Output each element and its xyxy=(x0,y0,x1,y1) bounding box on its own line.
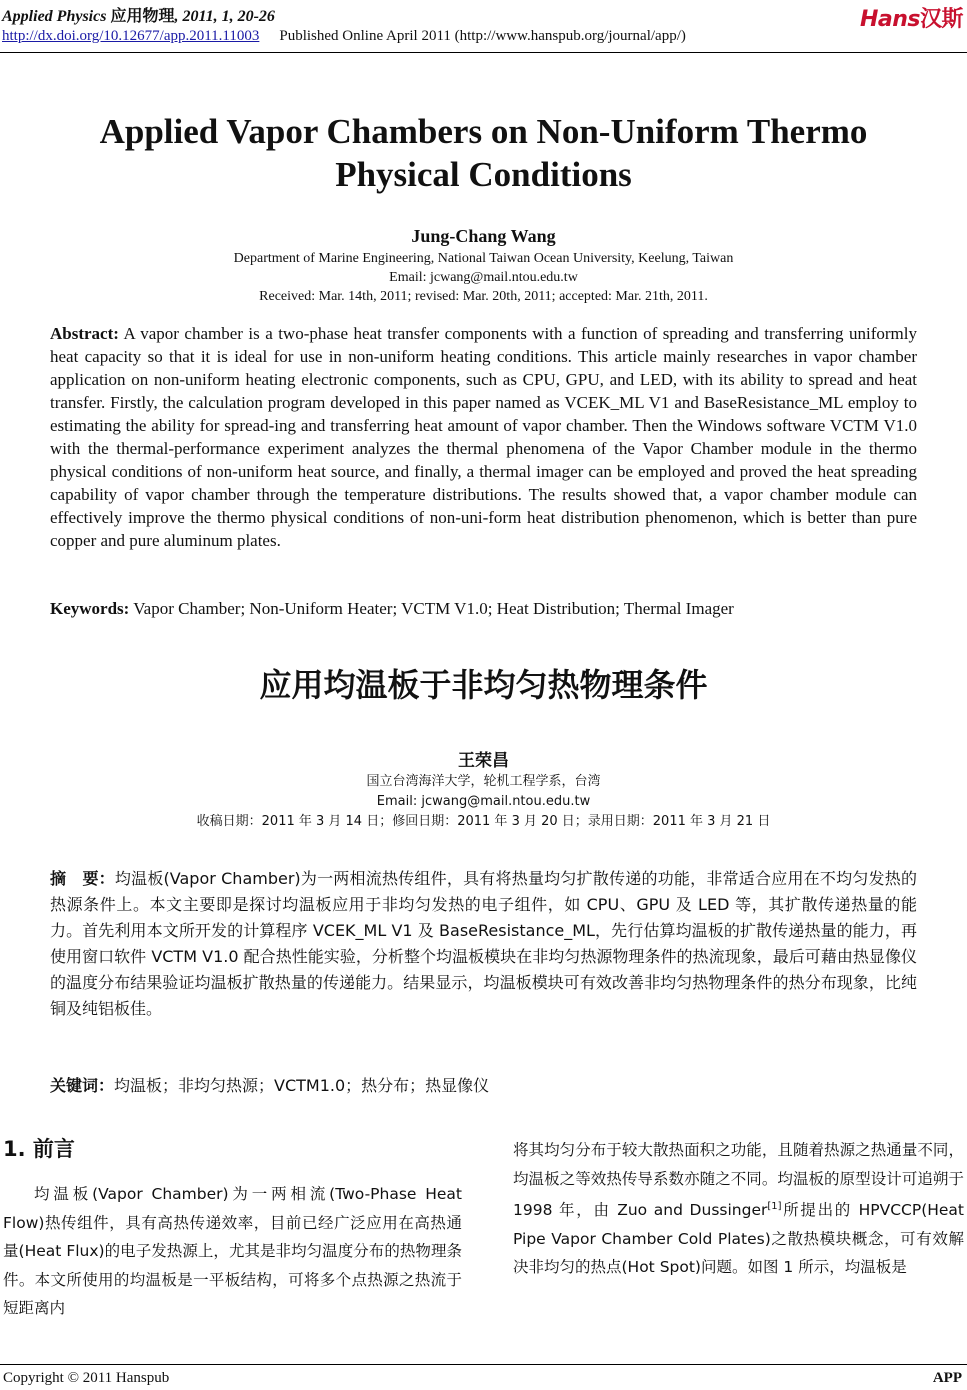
abstract-label: Abstract: xyxy=(50,324,119,343)
abstract-label-cn: 摘 要： xyxy=(50,869,115,888)
doi-link[interactable]: http://dx.doi.org/10.12677/app.2011.11003 xyxy=(2,28,260,44)
author-name: Jung-Chang Wang xyxy=(411,226,556,246)
received-dates: Received: Mar. 14th, 2011; revised: Mar. 20th, 2011; accepted: Mar. 21th, 2011. xyxy=(259,289,708,304)
received-dates-cn: 收稿日期：2011 年 3 月 14 日；修回日期：2011 年 3 月 20 日；录用日期：2011 年 3 月 21 日 xyxy=(196,814,771,829)
published-online: Published Online April 2011 (http://www.hanspub.org/journal/app/) xyxy=(279,28,686,44)
body-text-part1: 将其均匀分布于较大散热面积之功能，且随着热源之热通量不同，均温板之等效热传导系数亦随之不同。均温板的原型设计可追朔于 1998 年，由 Zuo and Dussinger xyxy=(513,1141,964,1220)
journal-abbrev: APP xyxy=(932,1370,962,1386)
logo-text: Hans xyxy=(859,7,920,32)
author-name-cn: 王荣昌 xyxy=(458,751,509,771)
body-column-left: 均温板(Vapor Chamber)为一两相流(Two-Phase Heat Flow)热传组件，具有高热传递效率，目前已经广泛应用在高热通量(Heat Flux)的电子发热源上，尤其是非均匀温度分布的热物理条件。本文所使用的均温板是一平板结构，可将多个点热源之热流于短距离内 xyxy=(3,1185,462,1317)
footer-divider xyxy=(0,1364,967,1365)
affiliation-cn: 国立台湾海洋大学，轮机工程学系，台湾 xyxy=(366,774,601,789)
logo-text-cn: 汉斯 xyxy=(919,7,963,32)
paper-title: Applied Vapor Chambers on Non-Uniform Thermo Physical Conditions xyxy=(99,112,868,194)
keywords xyxy=(50,599,917,619)
doi-line xyxy=(2,28,686,45)
section-heading-introduction: 1. 前言 xyxy=(3,1137,75,1161)
journal-name-cn: 应用物理 xyxy=(110,8,175,25)
journal-name: Applied Physics xyxy=(2,8,107,25)
copyright: Copyright © 2011 Hanspub xyxy=(3,1370,170,1386)
journal-volume: , 2011, 1, 20-26 xyxy=(174,8,275,25)
abstract-text: A vapor chamber is a two-phase heat transfer components with a function of spreading and transferring uniformly heat capacity so that it is ideal for use in non-uniform heating conditions. This article mainly researches in vapor chamber application on non-uniform heating electronic components, such as CPU, GPU, and LED, with its ability to spread and heat transfer. Firstly, the calculation program developed in this paper named as VCEK_ML V1 and BaseResistance_ML employ to estimating the ability for spread-ing and transferring heat amount of vapor chamber. Then the Windows software VCTM V1.0 with the thermal-performance experiment analyzes the thermal phenomena of the Vapor Chamber module in the thermo physical conditions of non-uniform heat source, and finally, a thermal imager can be employed and proved the heat spreading capability of vapor chamber through the temperature distributions. The results showed that, a vapor chamber module can effectively improve the thermo physical conditions of non-uni-form heat distribution phenomenon, which is better than pure copper and pure aluminum plates. xyxy=(50,324,917,550)
paper-title-cn: 应用均温板于非均匀热物理条件 xyxy=(259,666,708,704)
abstract-text-cn: 均温板(Vapor Chamber)为一两相流热传组件，具有将热量均匀扩散传递的功能，非常适合应用在不均匀发热的热源条件上。本文主要即是探讨均温板应用于非均匀发热的电子组件，如 CPU、GPU 及 LED 等，其扩散传递热量的能力。首先利用本文所开发的计算程序 VCEK_ML V1 及 BaseResistance_ML，先行估算均温板的扩散传递热量的能力，再使用窗口软件 VCTM V1.0 配合热性能实验，分析整个均温板模块在非均匀热源物理条件的热流现象，最后可藉由热显像仪的温度分布结果验证均温板扩散热量的传递能力。结果显示，均温板模块可有效改善非均匀热物理条件的热分布现象，比纯铜及纯铝板佳。 xyxy=(50,869,917,1018)
author-info xyxy=(0,249,967,306)
email-cn: Email: jcwang@mail.ntou.edu.tw xyxy=(376,794,591,809)
journal-citation xyxy=(2,3,275,26)
body-column-right xyxy=(513,1136,964,1282)
keywords-label-cn: 关键词： xyxy=(50,1076,115,1095)
keywords-label: Keywords: xyxy=(50,599,130,618)
keywords-text: Vapor Chamber; Non-Uniform Heater; VCTM V1.0; Heat Distribution; Thermal Imager xyxy=(133,599,734,618)
hans-logo xyxy=(860,2,963,33)
affiliation: Department of Marine Engineering, National Taiwan Ocean University, Keelung, Taiwan xyxy=(233,251,734,266)
email: Email: jcwang@mail.ntou.edu.tw xyxy=(389,270,578,285)
keywords-text-cn: 均温板；非均匀热源；VCTM1.0；热分布；热显像仪 xyxy=(114,1076,490,1095)
citation-reference[interactable]: [1] xyxy=(767,1201,782,1212)
header-divider xyxy=(0,52,967,53)
body-text-part2: 所提出的 HPVCCP(Heat Pipe Vapor Chamber Cold Plates)之散热模块概念，可有效解决非均匀的热点(Hot Spot)问题。如图 1 所示，均温板是 xyxy=(513,1201,965,1277)
keywords-cn xyxy=(50,1073,917,1096)
abstract xyxy=(50,322,917,552)
abstract-cn xyxy=(50,866,917,1022)
author-info-cn xyxy=(0,772,967,832)
